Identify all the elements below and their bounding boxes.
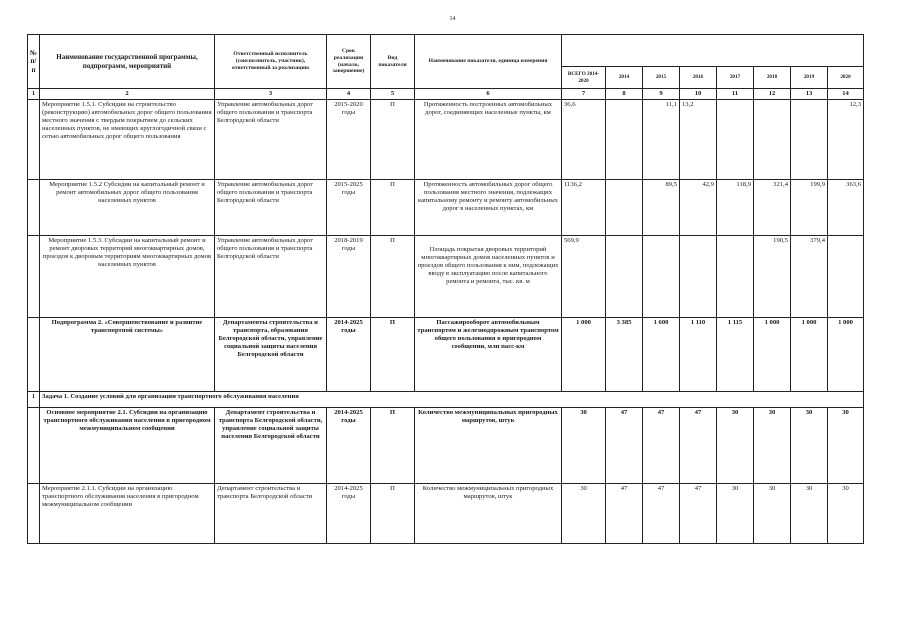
row-value: 47: [680, 407, 717, 483]
table-row-subprogram: [28, 317, 864, 391]
row-value: 30: [754, 483, 791, 543]
row-value: [606, 235, 643, 317]
row-value: 13,2: [680, 99, 717, 179]
row-value: [717, 99, 754, 179]
header-year: 2015: [643, 67, 680, 89]
header-year: 2020: [828, 67, 864, 89]
row-indicator: Количество межмуниципальных пригородных маршрутов, штук: [415, 407, 562, 483]
row-type: П: [371, 99, 415, 179]
column-number: 13: [791, 89, 828, 100]
row-name: Мероприятие 1.5.2 Субсидии на капитальный ремонт и ремонт автомобильных дорог общего пользования населенных пунктов: [40, 179, 215, 235]
row-executor: Управление автомобильных дорог общего пользования и транспорта Белгородской области: [215, 179, 327, 235]
row-value: 3 385: [606, 317, 643, 391]
table-row: [28, 483, 864, 543]
header-values-group: [562, 35, 864, 67]
row-name: Подпрограмма 2. «Совершенствование и развитие транспортной системы»: [40, 317, 215, 391]
row-value: [606, 99, 643, 179]
column-number: 4: [327, 89, 371, 100]
header-year: ВСЕГО 2014-2020: [562, 67, 606, 89]
header-name: Наименование государственной программы, подпрограмм, мероприятий: [40, 35, 215, 89]
row-value: 199,9: [791, 179, 828, 235]
column-number: 1: [28, 89, 40, 100]
column-number: 6: [415, 89, 562, 100]
row-term: 2015-2020 годы: [327, 99, 371, 179]
row-value: 42,9: [680, 179, 717, 235]
row-num: [28, 179, 40, 235]
header-year: 2018: [754, 67, 791, 89]
row-name: Основное мероприятие 2.1. Субсидии на организацию транспортного обслуживания населения в пригородном межмуниципальном сообщении: [40, 407, 215, 483]
row-value: [606, 179, 643, 235]
row-value: 30: [717, 407, 754, 483]
row-value: 30: [754, 407, 791, 483]
column-number: 2: [40, 89, 215, 100]
row-value: 30: [828, 407, 864, 483]
row-value: 30: [791, 483, 828, 543]
row-num: [28, 483, 40, 543]
row-type: П: [371, 317, 415, 391]
row-value: 11,1: [643, 99, 680, 179]
row-value: 30: [562, 483, 606, 543]
column-number: 7: [562, 89, 606, 100]
row-value: 569,9: [562, 235, 606, 317]
row-value: 89,5: [643, 179, 680, 235]
page-number: 14: [449, 16, 456, 22]
row-value: 1 000: [562, 317, 606, 391]
row-value: 30: [717, 483, 754, 543]
row-executor: Департамент строительства и транспорта Белгородской области, управление социальной защиты населения Белгородской области: [215, 407, 327, 483]
table-row: [28, 99, 864, 179]
table-row: [28, 179, 864, 235]
column-number: 11: [717, 89, 754, 100]
column-number-row: [28, 89, 864, 100]
row-num: [28, 317, 40, 391]
row-executor: Департаменты строительства и транспорта, образования Белгородской области, управление социальной защиты населения Белгородской области: [215, 317, 327, 391]
row-value: 47: [680, 483, 717, 543]
row-name: Мероприятие 1.5.3. Субсидии на капитальный ремонт и ремонт дворовых территорий многоквартирных домов, проездов к дворовым территориям многоквартирных домов населенных пунктов: [40, 235, 215, 317]
row-value: 1 000: [754, 317, 791, 391]
row-value: 1 000: [828, 317, 864, 391]
header-year: 2019: [791, 67, 828, 89]
row-indicator: Площадь покрытая дворовых территорий многоквартирных домов населенных пунктов и проездов общего пользования к ним, подлежащих вводу в эксплуатацию после капитального ремонта и ремонта, тыс. кв. м: [415, 235, 562, 317]
row-value: 363,6: [828, 179, 864, 235]
row-value: 30: [828, 483, 864, 543]
row-value: 190,5: [754, 235, 791, 317]
row-term: 2015-2025 годы: [327, 179, 371, 235]
row-name: Мероприятие 1.5.1. Субсидии на строительство (реконструкцию) автомобильных дорог общего пользования местного значения с твердым покрытием до сельских населенных пунктов, не имеющих круглогодичной связи с сетью автомобильных дорог общего пользования: [40, 99, 215, 179]
row-value: 30: [791, 407, 828, 483]
task-num: 1: [28, 391, 40, 407]
task-row: [28, 391, 864, 407]
row-value: 36,6: [562, 99, 606, 179]
row-executor: Управление автомобильных дорог общего пользования и транспорта Белгородской области: [215, 235, 327, 317]
row-value: [754, 99, 791, 179]
row-value: [643, 235, 680, 317]
row-value: 1 000: [791, 317, 828, 391]
header-type: Вид показателя: [371, 35, 415, 89]
row-name: Мероприятие 2.1.1. Субсидии на организацию транспортного обслуживания населения в пригородном межмуниципальном сообщении: [40, 483, 215, 543]
header-term: Срок реализации (начало, завершение): [327, 35, 371, 89]
column-number: 3: [215, 89, 327, 100]
row-value: 30: [562, 407, 606, 483]
row-value: 379,4: [791, 235, 828, 317]
row-term: 2014-2025 годы: [327, 407, 371, 483]
column-number: 14: [828, 89, 864, 100]
table-row: [28, 407, 864, 483]
row-value: 47: [643, 483, 680, 543]
row-type: П: [371, 179, 415, 235]
row-value: 1 600: [643, 317, 680, 391]
row-executor: Управление автомобильных дорог общего пользования и транспорта Белгородской области: [215, 99, 327, 179]
header-year: 2016: [680, 67, 717, 89]
row-indicator: Протяженность построенных автомобильных дорог, соединяющих населенные пункты, км: [415, 99, 562, 179]
row-num: [28, 407, 40, 483]
row-term: 2014-2025 годы: [327, 483, 371, 543]
row-type: П: [371, 407, 415, 483]
header-year: 2017: [717, 67, 754, 89]
row-value: 47: [606, 483, 643, 543]
column-number: 8: [606, 89, 643, 100]
row-indicator: Количество межмуниципальных пригородных маршрутов, штук: [415, 483, 562, 543]
program-table: [27, 34, 864, 544]
row-value: 1136,2: [562, 179, 606, 235]
row-value: 321,4: [754, 179, 791, 235]
column-number: 5: [371, 89, 415, 100]
row-value: 12,3: [828, 99, 864, 179]
row-value: 1 110: [680, 317, 717, 391]
header-year: 2014: [606, 67, 643, 89]
header-num: № п/п: [28, 35, 40, 89]
row-num: [28, 99, 40, 179]
row-value: [680, 235, 717, 317]
header-row: [28, 35, 864, 67]
row-type: П: [371, 483, 415, 543]
row-type: П: [371, 235, 415, 317]
column-number: 9: [643, 89, 680, 100]
table-row: [28, 235, 864, 317]
row-executor: Департамент строительства и транспорта Белгородской области: [215, 483, 327, 543]
row-term: 2014-2025 годы: [327, 317, 371, 391]
row-value: 47: [606, 407, 643, 483]
row-num: [28, 235, 40, 317]
row-value: 47: [643, 407, 680, 483]
header-executor: Ответственный исполнитель (соисполнитель, участник), ответственный за реализацию: [215, 35, 327, 89]
header-indicator: Наименование показателя, единица измерения: [415, 35, 562, 89]
row-value: 1 115: [717, 317, 754, 391]
column-number: 10: [680, 89, 717, 100]
task-text: Задача 1. Создание условий для организации транспортного обслуживания населения: [40, 391, 864, 407]
row-value: [828, 235, 864, 317]
row-indicator: Пассажирооборот автомобильным транспортом и железнодорожным транспортом общего пользования в пригородном сообщении, млн пасс-км: [415, 317, 562, 391]
row-value: [717, 235, 754, 317]
row-value: [791, 99, 828, 179]
row-value: 118,9: [717, 179, 754, 235]
row-term: 2018-2019 годы: [327, 235, 371, 317]
row-indicator: Протяженность автомобильных дорог общего пользования местного значения, подлежащих капитальному ремонту и ремонту автомобильных дорог в населенных пунктах, км: [415, 179, 562, 235]
column-number: 12: [754, 89, 791, 100]
